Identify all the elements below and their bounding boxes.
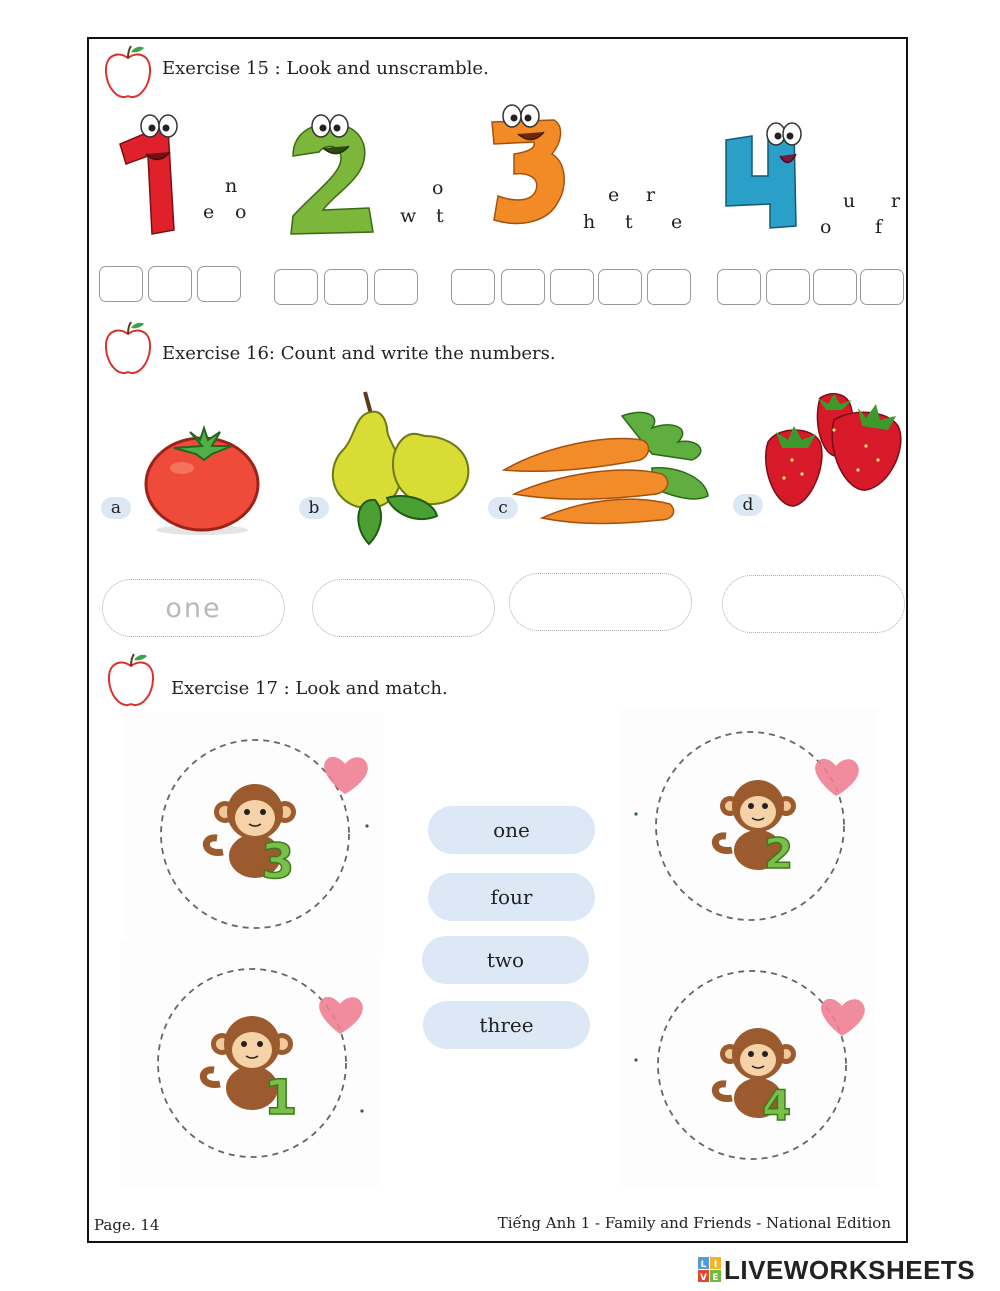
number-one-character bbox=[108, 112, 188, 236]
number-two-character bbox=[283, 112, 383, 236]
scrambled-letter: e bbox=[671, 211, 683, 233]
apple-icon bbox=[103, 320, 153, 376]
exercise-16-title: Exercise 16: Count and write the numbers. bbox=[162, 343, 556, 364]
monkey-number: 2 bbox=[764, 829, 794, 878]
letter-input-box[interactable] bbox=[99, 266, 143, 302]
item-label: b bbox=[299, 497, 329, 519]
match-word-three[interactable]: three bbox=[423, 1001, 590, 1049]
match-word-one[interactable]: one bbox=[428, 806, 595, 854]
scrambled-letter: o bbox=[820, 216, 832, 238]
monkey-picture-4[interactable] bbox=[620, 944, 878, 1188]
monkey-picture-3[interactable] bbox=[125, 712, 383, 958]
letter-input-box[interactable] bbox=[860, 269, 904, 305]
letter-input-box[interactable] bbox=[717, 269, 761, 305]
scrambled-letter: w bbox=[400, 205, 417, 227]
svg-text:E: E bbox=[712, 1273, 719, 1283]
scrambled-letter: t bbox=[436, 205, 444, 227]
letter-input-box[interactable] bbox=[274, 269, 318, 305]
letter-input-box[interactable] bbox=[374, 269, 418, 305]
monkey-picture-2[interactable] bbox=[620, 708, 878, 954]
tomato-picture bbox=[142, 424, 262, 536]
letter-input-box[interactable] bbox=[598, 269, 642, 305]
match-word-two[interactable]: two bbox=[422, 936, 589, 984]
scrambled-letter: e bbox=[203, 201, 215, 223]
svg-text:I: I bbox=[713, 1260, 718, 1270]
scrambled-letter: n bbox=[225, 175, 238, 197]
letter-input-box[interactable] bbox=[501, 269, 545, 305]
number-three-character bbox=[484, 102, 568, 234]
apple-icon bbox=[106, 652, 156, 708]
item-label: d bbox=[733, 494, 763, 516]
pears-picture bbox=[325, 388, 475, 548]
scrambled-letter: u bbox=[843, 190, 856, 212]
liveworksheets-logo bbox=[698, 1255, 975, 1285]
carrots-picture bbox=[502, 408, 716, 538]
answer-field-c[interactable] bbox=[509, 573, 692, 631]
scrambled-letter: r bbox=[891, 190, 901, 212]
scrambled-letter: r bbox=[646, 184, 656, 206]
letter-input-box[interactable] bbox=[148, 266, 192, 302]
scrambled-letter: t bbox=[625, 211, 633, 233]
svg-text:V: V bbox=[700, 1273, 707, 1283]
monkey-number: 1 bbox=[264, 1070, 298, 1126]
letter-input-box[interactable] bbox=[647, 269, 691, 305]
answer-field-b[interactable] bbox=[312, 579, 495, 637]
scrambled-letter: f bbox=[875, 216, 883, 238]
number-four-character bbox=[722, 120, 812, 230]
exercise-17-title: Exercise 17 : Look and match. bbox=[171, 678, 448, 699]
scrambled-letter: o bbox=[432, 177, 444, 199]
monkey-number: 4 bbox=[762, 1081, 792, 1130]
item-label: a bbox=[101, 497, 131, 519]
answer-field-d[interactable] bbox=[722, 575, 905, 633]
scrambled-letter: e bbox=[608, 184, 620, 206]
strawberries-picture bbox=[762, 390, 910, 510]
monkey-picture-1[interactable] bbox=[120, 940, 378, 1190]
book-title: Tiếng Anh 1 - Family and Friends - National Edition bbox=[497, 1214, 891, 1232]
answer-field-a[interactable]: one bbox=[102, 579, 285, 637]
liveworksheets-logo-icon bbox=[698, 1257, 722, 1283]
letter-input-box[interactable] bbox=[451, 269, 495, 305]
item-label: c bbox=[488, 497, 518, 519]
match-word-four[interactable]: four bbox=[428, 873, 595, 921]
letter-input-box[interactable] bbox=[766, 269, 810, 305]
scrambled-letter: h bbox=[583, 211, 596, 233]
brand-name: LIVEWORKSHEETS bbox=[724, 1254, 976, 1285]
letter-input-box[interactable] bbox=[324, 269, 368, 305]
exercise-15-title: Exercise 15 : Look and unscramble. bbox=[162, 58, 489, 79]
letter-input-box[interactable] bbox=[550, 269, 594, 305]
letter-input-box[interactable] bbox=[197, 266, 241, 302]
page-number: Page. 14 bbox=[94, 1216, 160, 1234]
svg-text:L: L bbox=[700, 1260, 707, 1270]
apple-icon bbox=[103, 44, 153, 100]
scrambled-letter: o bbox=[235, 201, 247, 223]
letter-input-box[interactable] bbox=[813, 269, 857, 305]
monkey-number: 3 bbox=[261, 834, 295, 890]
